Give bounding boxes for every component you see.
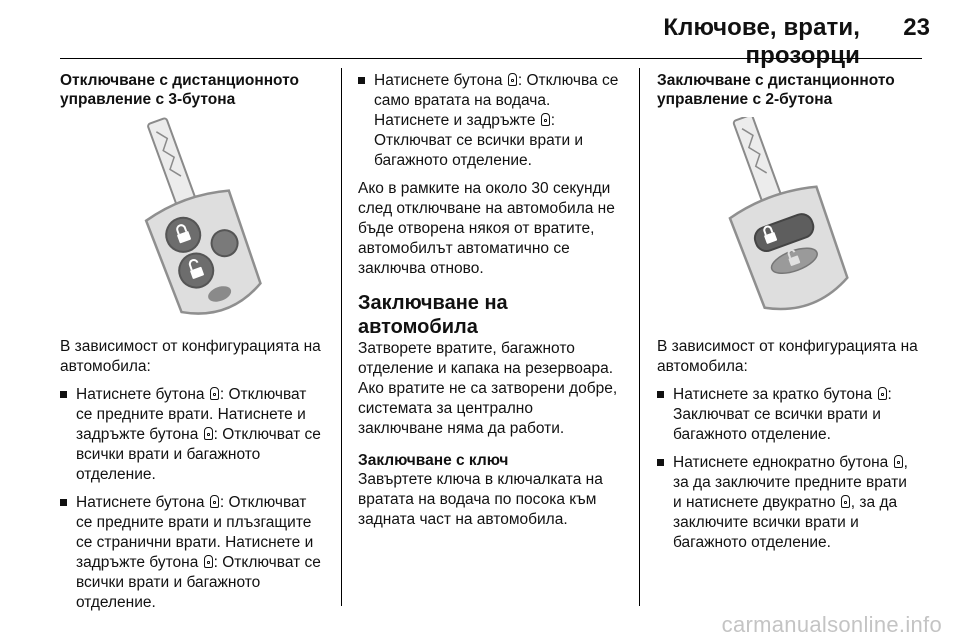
- header-divider: [60, 58, 922, 59]
- unlock-button-icon: [204, 555, 213, 568]
- list-item: Натиснете еднократно бутона , за да заключите предните врати и натиснете двукратно , за да заключите всички врати и багажното отделение.: [657, 453, 919, 553]
- unlock-button-icon: [204, 427, 213, 440]
- section-heading-locking: Заключване на автомобила: [358, 292, 508, 338]
- unlock-button-icon: [210, 387, 219, 400]
- section-heading-2-button: Заключване с дистанционното управление с 2-бутона: [657, 72, 895, 108]
- column-divider-1: [341, 68, 342, 606]
- list-item: Натиснете бутона : Отключва се само вратата на водача. Натиснете и задръжте : Отключват се всички врати и багажното отделение.: [358, 71, 620, 171]
- column-1: [60, 71, 322, 613]
- intro-text: В зависимост от конфигурацията на автомобила:: [60, 338, 321, 375]
- unlock-button-icon: [508, 73, 517, 86]
- column-divider-2: [639, 68, 640, 606]
- unlock-button-icon: [210, 495, 219, 508]
- section-heading-3-button: Отключване с дистанционното управление с 3-бутона: [60, 72, 299, 108]
- page-title: Ключове, врати, прозорци: [663, 14, 860, 69]
- intro-text: В зависимост от конфигурацията на автомобила:: [657, 338, 918, 375]
- lock-button-icon: [878, 387, 887, 400]
- three-button-remote-key-icon: [60, 117, 322, 331]
- watermark: carmanualsonline.info: [721, 612, 942, 637]
- key-locking-paragraph: Завъртете ключа в ключалката на вратата на водача по посока към задната част на автомобила.: [358, 471, 603, 528]
- column-3: [657, 71, 919, 553]
- list-item: Натиснете бутона : Отключват се предните врати и плъзгащите се странични врати. Натиснете и задръжте бутона : Отключват се всички врати и багажното отделение.: [60, 493, 322, 613]
- page-number: 23: [903, 14, 930, 41]
- section-heading-key-locking: Заключване с ключ: [358, 452, 509, 469]
- two-button-remote-key-icon: [657, 117, 919, 331]
- lock-button-icon: [841, 495, 850, 508]
- unlock-button-icon: [541, 113, 550, 126]
- list-item: Натиснете бутона : Отключват се предните врати. Натиснете и задръжте бутона : Отключват се всички врати и багажното отделение.: [60, 385, 322, 485]
- auto-relock-paragraph: Ако в рамките на около 30 секунди след отключване на автомобила не бъде отворена някоя от вратите, автомобилът автоматично се заключва отново.: [358, 180, 615, 277]
- column-2: [358, 71, 620, 530]
- lock-button-icon: [894, 455, 903, 468]
- locking-paragraph: Затворете вратите, багажното отделение и капака на резервоара. Ако вратите не са затворени добре, системата за централно заключване няма да работи.: [358, 340, 618, 437]
- list-item: Натиснете за кратко бутона : Заключват се всички врати и багажното отделение.: [657, 385, 919, 445]
